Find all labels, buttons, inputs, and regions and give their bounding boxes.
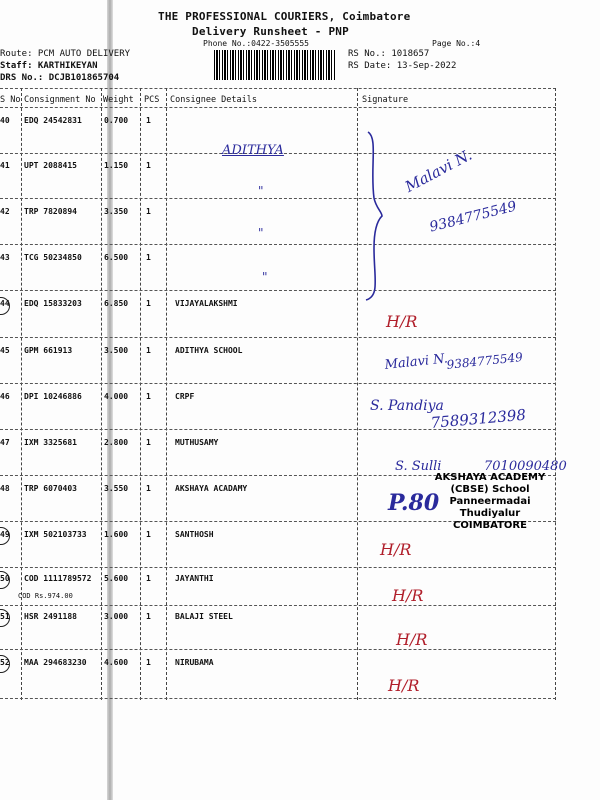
row-pcs: 1 [146,438,151,447]
row-rule [0,567,556,568]
handwritten-phone: 9384775549 [446,350,524,372]
brace-mark [360,128,384,304]
row-rule [0,244,556,245]
page-number: Page No.:4 [432,39,481,48]
rs-number: RS No.: 1018657 [348,49,430,59]
col-header-weight: Weight [103,95,134,105]
row-consignee: AKSHAYA ACADAMY [175,484,248,493]
row-rule [0,337,556,338]
handwritten-hr-mark: H/R [380,540,412,559]
row-rule [0,290,556,291]
row-consignment: TRP 7820894 [24,207,77,216]
stamp-line: AKSHAYA ACADEMY [434,472,546,483]
handwritten-phone: 9384775549 [428,198,519,236]
col-divider [21,88,22,700]
col-header-consignee: Consignee Details [170,95,257,105]
row-weight: 6.500 [104,253,129,262]
row-weight: 0.700 [104,116,129,125]
row-consignment: EDQ 15833203 [24,299,82,308]
stamp-line: Panneermadai [449,496,531,507]
row-consignment: GPM 661913 [24,346,73,355]
row-rule [0,698,556,699]
row-rule [0,649,556,650]
row-pcs: 1 [146,161,151,170]
col-divider [166,88,167,700]
row-rule [0,429,556,430]
company-name: THE PROFESSIONAL COURIERS, Coimbatore [158,10,411,23]
handwritten-hr-mark: H/R [386,312,418,331]
row-sno: 49 [0,530,10,539]
row-consignment: COD 1111789572 [24,574,92,583]
header-rule [0,107,556,108]
row-pcs: 1 [146,253,151,262]
row-weight: 3.350 [104,207,129,216]
handwritten-signature: S. Sulli [395,459,442,474]
handwritten-hr-mark: H/R [388,676,420,695]
row-rule [0,605,556,606]
row-weight: 4.600 [104,658,129,667]
handwritten-consignee: ADITHYA [222,143,284,158]
row-pcs: 1 [146,346,151,355]
row-weight: 1.150 [104,161,129,170]
row-sno: 48 [0,484,10,493]
handwritten-ditto: " [258,184,264,198]
route-label: Route: PCM AUTO DELIVERY [0,49,131,59]
row-consignment: TCG 50234850 [24,253,82,262]
table-top-rule [0,88,556,89]
staff-label: Staff: KARTHIKEYAN [0,61,98,71]
row-sno: 46 [0,392,10,401]
row-sno: 43 [0,253,10,262]
col-divider [101,88,102,700]
row-consignment: MAA 294683230 [24,658,87,667]
barcode [214,50,336,80]
row-sno: 41 [0,161,10,170]
handwritten-signature: Malavi N. [384,351,449,373]
row-consignment: TRP 6070403 [24,484,77,493]
handwritten-hr-mark: H/R [396,630,428,649]
col-header-signature: Signature [362,95,409,105]
handwritten-ditto: " [258,226,264,240]
row-consignee: NIRUBAMA [175,658,214,667]
row-weight: 6.850 [104,299,129,308]
row-consignment: IXM 502103733 [24,530,87,539]
school-stamp [430,472,550,532]
row-weight: 2.800 [104,438,129,447]
row-sno: 40 [0,116,10,125]
sheet-title: Delivery Runsheet - PNP [192,25,349,38]
handwritten-ditto: " [262,270,268,284]
row-pcs: 1 [146,484,151,493]
col-divider [140,88,141,700]
rs-date: RS Date: 13-Sep-2022 [348,61,457,71]
handwritten-hr-mark: H/R [392,586,424,605]
row-consignee: BALAJI STEEL [175,612,233,621]
handwritten-phone: 7010090480 [484,459,567,474]
row-sno: 45 [0,346,10,355]
row-sno: 47 [0,438,10,447]
row-consignment: EDQ 24542831 [24,116,82,125]
row-weight: 3.000 [104,612,129,621]
drs-number: DRS No.: DCJB101865704 [0,73,120,83]
row-consignee: MUTHUSAMY [175,438,219,447]
col-divider [357,88,358,700]
row-pcs: 1 [146,116,151,125]
row-consignee: SANTHOSH [175,530,214,539]
row-pcs: 1 [146,299,151,308]
row-pcs: 1 [146,530,151,539]
row-consignment: DPI 10246886 [24,392,82,401]
row-weight: 3.500 [104,346,129,355]
row-sno: 51 [0,612,10,621]
phone-number: Phone No.:0422-3505555 [203,39,309,48]
row-weight: 5.600 [104,574,129,583]
row-pcs: 1 [146,392,151,401]
row-consignment: UPT 2088415 [24,161,77,170]
row-sno: 42 [0,207,10,216]
stamp-line: (CBSE) School [450,484,530,495]
cod-amount: COD Rs.974.00 [18,592,73,600]
col-header-consignment: Consignment No [24,95,96,105]
handwritten-phone: 7589312398 [430,405,527,432]
row-consignee: VIJAYALAKSHMI [175,299,238,308]
col-header-pcs: PCS [144,95,160,105]
handwritten-signature: Malavi N. [402,145,475,196]
handwritten-signature: P.80 [388,490,440,516]
row-rule [0,198,556,199]
row-consignee: CRPF [175,392,195,401]
row-pcs: 1 [146,612,151,621]
row-sno: 50 [0,574,10,583]
row-consignee: ADITHYA SCHOOL [175,346,243,355]
row-weight: 1.600 [104,530,129,539]
row-pcs: 1 [146,574,151,583]
row-consignment: IXM 3325681 [24,438,77,447]
row-rule [0,383,556,384]
handwritten-signature: S. Pandiya [370,398,444,414]
row-weight: 4.000 [104,392,129,401]
stamp-line: COIMBATORE [453,520,527,531]
stamp-line: Thudiyalur [459,508,521,519]
row-pcs: 1 [146,658,151,667]
row-pcs: 1 [146,207,151,216]
row-consignment: HSR 2491188 [24,612,77,621]
row-consignee: JAYANTHI [175,574,214,583]
col-divider [555,88,556,700]
col-header-sno: S No [0,95,21,105]
row-weight: 3.550 [104,484,129,493]
row-sno: 44 [0,299,10,308]
row-sno: 52 [0,658,10,667]
